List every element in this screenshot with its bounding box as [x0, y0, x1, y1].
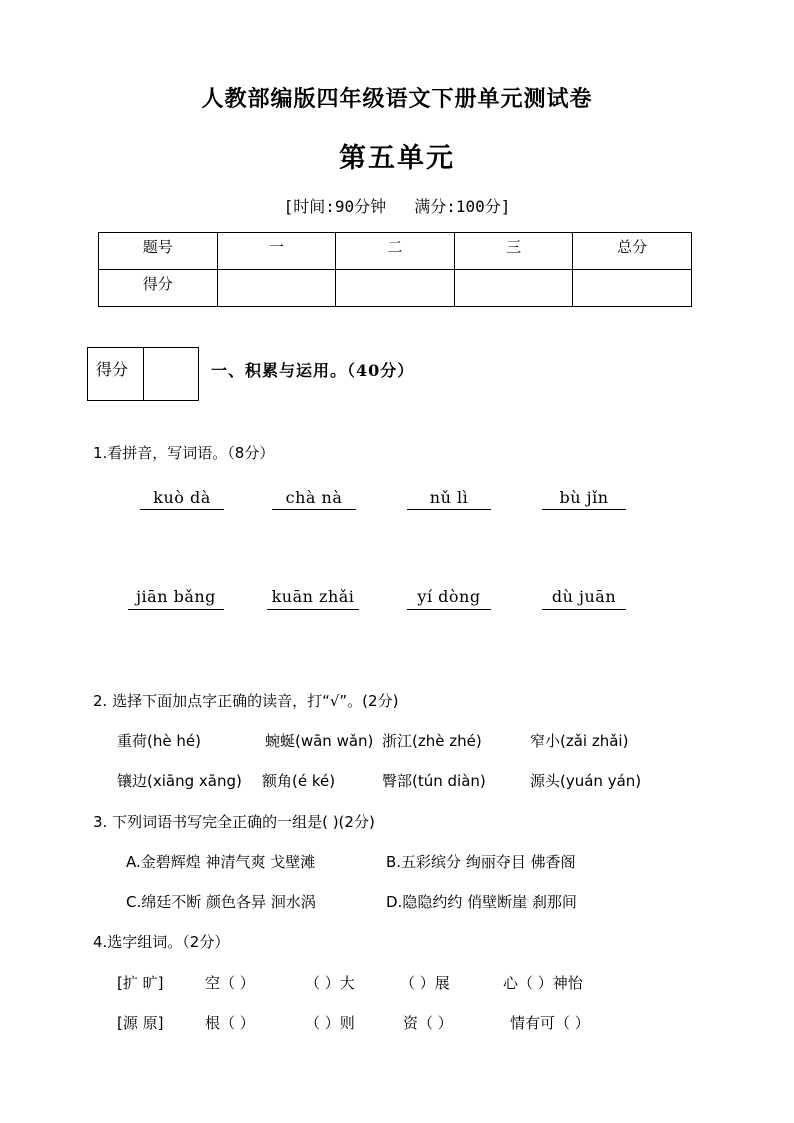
pinyin-prompt: bù jǐn: [559, 488, 609, 507]
time-limit: [时间:90分钟: [283, 197, 387, 216]
score-cell[interactable]: [573, 270, 692, 307]
section-title: 一、积累与运用。（40分）: [211, 361, 415, 380]
reading-choice[interactable]: 重荷(hè hé): [117, 732, 201, 750]
fill-blank[interactable]: 情有可（ ）: [510, 1014, 590, 1032]
fill-blank[interactable]: （ ）则: [305, 1014, 355, 1032]
score-header-cell: 三: [454, 233, 573, 270]
score-header-cell: 题号: [99, 233, 218, 270]
fill-blank[interactable]: 根（ ）: [205, 1014, 255, 1032]
question-2-title: 2. 选择下面加点字正确的读音，打“√”。(2分): [93, 692, 399, 710]
score-header-cell: 一: [217, 233, 336, 270]
option-d[interactable]: D.隐隐约约 俏壁断崖 刹那间: [386, 893, 577, 911]
answer-line[interactable]: [542, 509, 626, 510]
unit-subtitle: 第五单元: [339, 143, 455, 174]
char-pair: [扩 旷]: [117, 974, 164, 992]
score-table-score-row: [99, 270, 692, 307]
score-cell[interactable]: [454, 270, 573, 307]
fill-blank[interactable]: 资（ ）: [403, 1014, 453, 1032]
fill-blank[interactable]: 心（ ）神怡: [503, 974, 583, 992]
section-score-label: 得分: [88, 348, 144, 400]
reading-choice[interactable]: 浙江(zhè zhé): [382, 732, 482, 750]
question-4-title: 4.选字组词。（2分）: [93, 933, 230, 951]
score-header-cell: 总分: [573, 233, 692, 270]
option-a[interactable]: A.金碧辉煌 神清气爽 戈壁滩: [126, 853, 316, 871]
score-table: [98, 232, 692, 307]
answer-line[interactable]: [407, 509, 491, 510]
answer-line[interactable]: [267, 609, 359, 610]
score-table-header-row: [99, 233, 692, 270]
question-3-title: 3. 下列词语书写完全正确的一组是( )(2分): [93, 813, 375, 831]
fill-blank[interactable]: （ ）展: [400, 974, 450, 992]
full-score: 满分:100分]: [414, 197, 511, 216]
answer-line[interactable]: [128, 609, 224, 610]
char-pair: [源 原]: [117, 1014, 164, 1032]
question-1-title: 1.看拼音，写词语。（8分）: [93, 444, 275, 462]
time-score-info: [0, 194, 794, 217]
answer-line[interactable]: [140, 509, 224, 510]
score-header-cell: 二: [336, 233, 455, 270]
reading-choice[interactable]: 蜿蜒(wān wǎn): [265, 732, 374, 750]
answer-line[interactable]: [407, 609, 491, 610]
reading-choice[interactable]: 窄小(zǎi zhǎi): [530, 732, 629, 750]
pinyin-prompt: kuò dà: [153, 488, 211, 507]
reading-choice[interactable]: 源头(yuán yán): [530, 772, 642, 790]
option-b[interactable]: B.五彩缤分 绚丽夺目 佛香阁: [386, 853, 576, 871]
section-score-box: [87, 347, 199, 401]
pinyin-prompt: dù juān: [551, 587, 617, 606]
pinyin-prompt: chà nà: [285, 488, 343, 507]
pinyin-prompt: kuān zhǎi: [271, 587, 355, 606]
score-row-label: 得分: [99, 270, 218, 307]
answer-line[interactable]: [272, 509, 356, 510]
fill-blank[interactable]: （ ）大: [305, 974, 355, 992]
pinyin-prompt: jiān bǎng: [136, 587, 216, 606]
option-c[interactable]: C.绵廷不断 颜色各异 洄水涡: [126, 893, 316, 911]
reading-choice[interactable]: 臀部(tún diàn): [382, 772, 486, 790]
score-cell[interactable]: [217, 270, 336, 307]
reading-choice[interactable]: 镶边(xiāng xāng): [117, 772, 242, 790]
pinyin-prompt: yí dòng: [417, 587, 481, 606]
score-cell[interactable]: [336, 270, 455, 307]
reading-choice[interactable]: 额角(é ké): [262, 772, 336, 790]
answer-line[interactable]: [542, 609, 626, 610]
pinyin-prompt: nǔ lì: [429, 488, 469, 507]
fill-blank[interactable]: 空（ ）: [205, 974, 255, 992]
exam-title: 人教部编版四年级语文下册单元测试卷: [201, 86, 593, 112]
